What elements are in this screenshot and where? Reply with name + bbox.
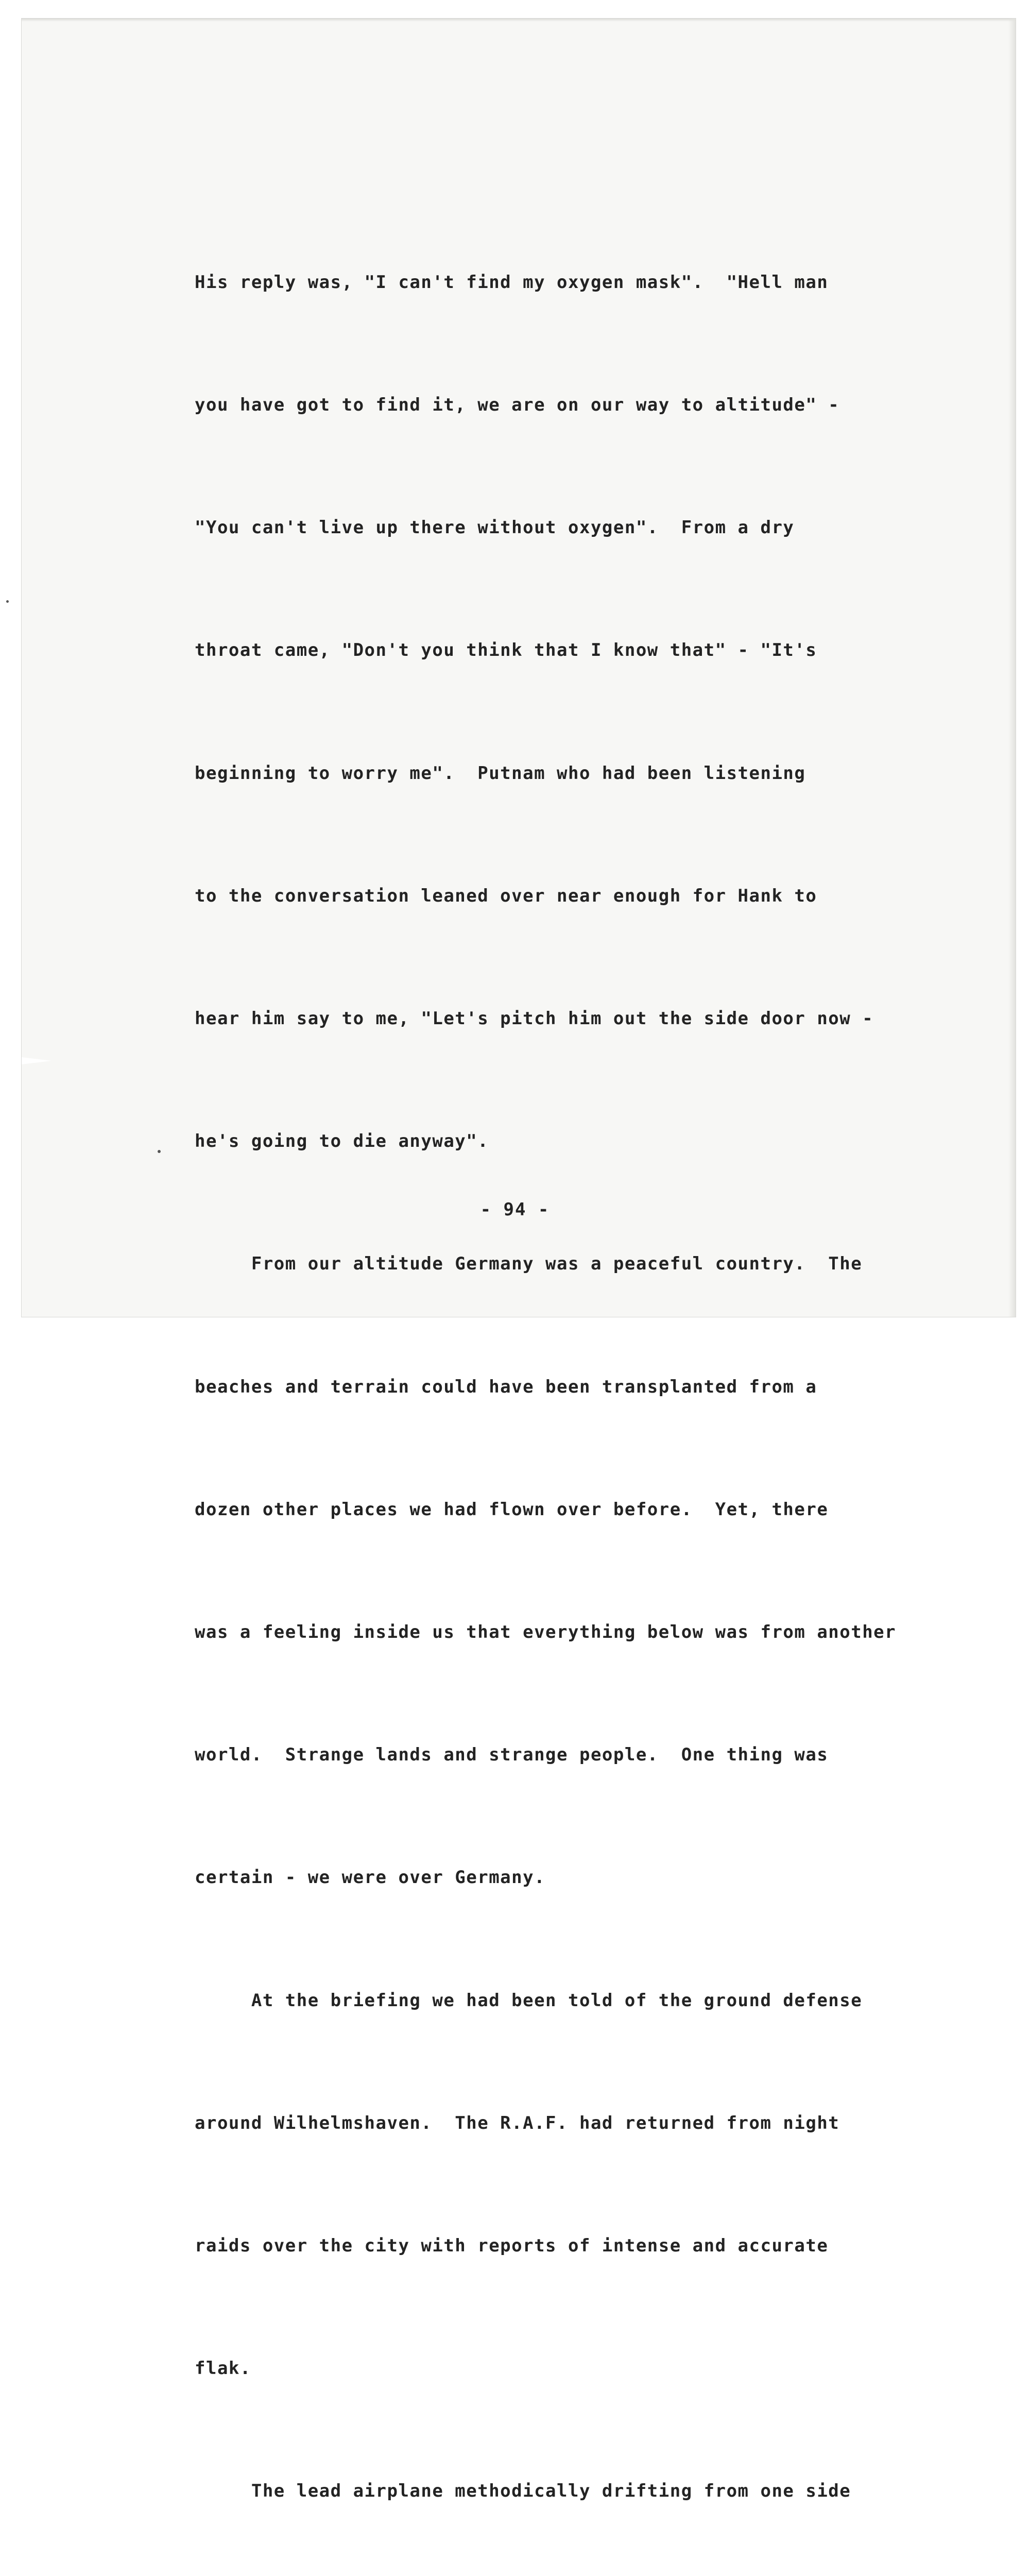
text-line: "You can't live up there without oxygen". From a dry xyxy=(195,517,795,538)
text-line: raids over the city with reports of intense and accurate xyxy=(195,2235,829,2257)
text-line: The lead airplane methodically drifting from one side xyxy=(195,2481,851,2502)
text-line: dozen other places we had flown over before. Yet, there xyxy=(195,1499,829,1520)
text-line: beginning to worry me". Putnam who had been listening xyxy=(195,762,806,784)
text-line: to the conversation leaned over near enough for Hank to xyxy=(195,885,817,906)
page-number: - 94 - xyxy=(480,1199,550,1220)
text-line: you have got to find it, we are on our way to altitude" - xyxy=(195,395,840,416)
text-line: beaches and terrain could have been transplanted from a xyxy=(195,1376,817,1397)
text-line: flak. xyxy=(195,2358,251,2379)
text-line: certain - we were over Germany. xyxy=(195,1867,546,1888)
ink-speck xyxy=(6,600,9,603)
body-text xyxy=(195,180,977,2576)
text-line: His reply was, "I can't find my oxygen mask". "Hell man xyxy=(195,272,829,293)
text-line: hear him say to me, "Let's pitch him out the side door now - xyxy=(195,1008,874,1029)
paper-shadow-top xyxy=(22,19,1016,22)
text-line: around Wilhelmshaven. The R.A.F. had returned from night xyxy=(195,2112,840,2133)
text-line: was a feeling inside us that everything below was from another xyxy=(195,1622,897,1643)
text-line: world. Strange lands and strange people. One thing was xyxy=(195,1744,829,1766)
text-line: he's going to die anyway". xyxy=(195,1131,489,1152)
text-line: From our altitude Germany was a peaceful country. The xyxy=(195,1253,863,1275)
ink-speck xyxy=(158,1150,161,1153)
text-line: At the briefing we had been told of the ground defense xyxy=(195,1990,863,2011)
paper-shadow-right xyxy=(1008,19,1016,1317)
text-line: throat came, "Don't you think that I know that" - "It's xyxy=(195,640,817,661)
